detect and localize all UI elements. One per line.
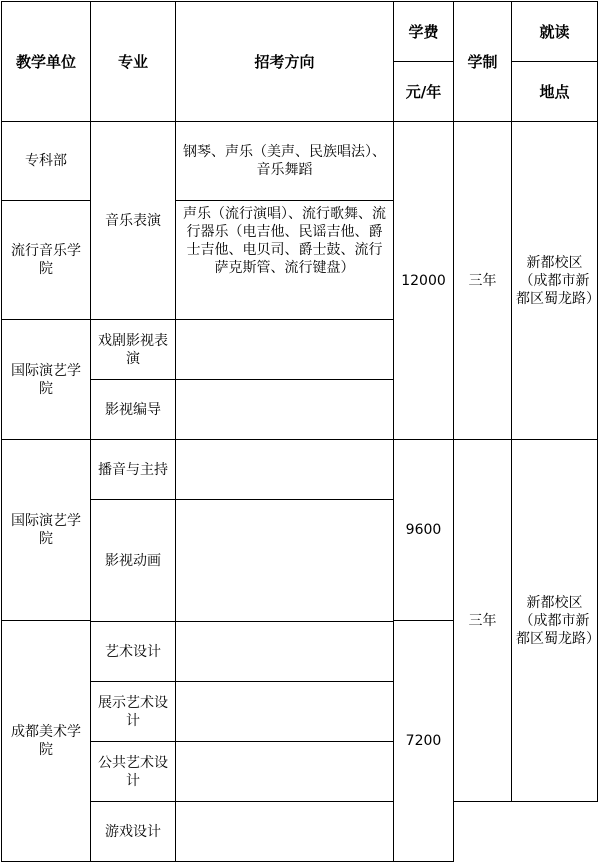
major-cell: 公共艺术设计 <box>91 742 176 802</box>
unit-cell: 国际演艺学院 <box>2 320 91 440</box>
major-cell: 影视编导 <box>91 380 176 440</box>
direction-cell: 声乐（流行演唱）、流行歌舞、流行器乐（电吉他、民谣吉他、爵士吉他、电贝司、爵士鼓、流行萨克斯管、流行键盘） <box>176 201 394 320</box>
major-cell: 戏剧影视表演 <box>91 320 176 380</box>
duration-cell: 三年 <box>454 440 512 802</box>
unit-cell: 国际演艺学院 <box>2 440 91 621</box>
direction-cell-empty <box>176 500 394 622</box>
duration-cell: 三年 <box>454 122 512 440</box>
major-cell: 影视动画 <box>91 500 176 622</box>
direction-cell-empty <box>176 380 394 440</box>
header-direction: 招考方向 <box>176 2 394 122</box>
direction-cell-empty <box>176 622 394 682</box>
direction-cell: 钢琴、声乐（美声、民族唱法）、音乐舞蹈 <box>176 122 394 201</box>
direction-cell-empty <box>176 802 394 862</box>
fee-cell: 7200 <box>394 621 454 862</box>
major-cell: 展示艺术设计 <box>91 682 176 742</box>
header-major: 专业 <box>91 2 176 122</box>
major-cell: 艺术设计 <box>91 622 176 682</box>
header-duration: 学制 <box>454 2 512 122</box>
direction-cell-empty <box>176 682 394 742</box>
direction-cell-empty <box>176 440 394 500</box>
tuition-table <box>1 1 598 862</box>
major-cell: 播音与主持 <box>91 440 176 500</box>
location-cell: 新都校区（成都市新都区蜀龙路） <box>512 122 598 440</box>
header-fee-unit: 元/年 <box>394 62 454 122</box>
fee-cell: 9600 <box>394 440 454 621</box>
major-cell: 游戏设计 <box>91 802 176 862</box>
major-cell: 音乐表演 <box>91 122 176 320</box>
header-location-sub: 地点 <box>512 62 598 122</box>
unit-cell: 专科部 <box>2 122 91 201</box>
location-cell: 新都校区（成都市新都区蜀龙路） <box>512 440 598 802</box>
header-location: 就读 <box>512 2 598 62</box>
unit-cell: 流行音乐学院 <box>2 201 91 320</box>
header-fee: 学费 <box>394 2 454 62</box>
direction-cell-empty <box>176 320 394 380</box>
direction-cell-empty <box>176 742 394 802</box>
unit-cell: 成都美术学院 <box>2 621 91 862</box>
fee-cell: 12000 <box>394 122 454 440</box>
header-unit: 教学单位 <box>2 2 91 122</box>
